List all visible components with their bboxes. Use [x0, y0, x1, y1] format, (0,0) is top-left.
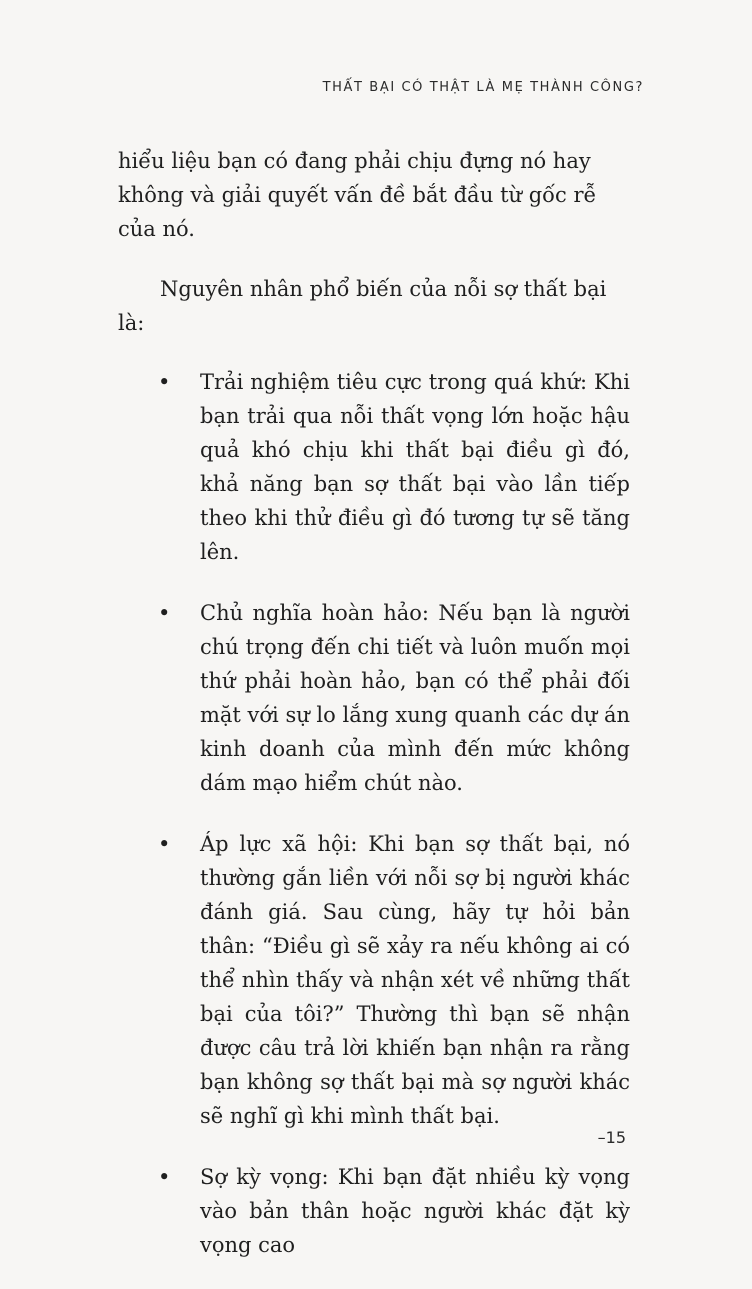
bullet-icon: • [158, 601, 171, 625]
bullet-text: Chủ nghĩa hoàn hảo: Nếu bạn là người chú trọng đến chi tiết và luôn muốn mọi thứ phải hoàn hảo, bạn có thể phải đối mặt với sự lo lắng xung quanh các dự án kinh doanh của mình đến mức không dám mạo hiểm chút nào. [200, 601, 630, 795]
list-item [118, 827, 630, 1133]
bullet-text: Áp lực xã hội: Khi bạn sợ thất bại, nó thường gắn liền với nỗi sợ bị người khác đánh giá. Sau cùng, hãy tự hỏi bản thân: “Điều gì sẽ xảy ra nếu không ai có thể nhìn thấy và nhận xét về những thất bại của tôi?” Thường thì bạn sẽ nhận được câu trả lời khiến bạn nhận ra rằng bạn không sợ thất bại mà sợ người khác sẽ nghĩ gì khi mình thất bại. [200, 832, 630, 1128]
list-item [118, 596, 630, 800]
bullet-icon: • [158, 1165, 171, 1189]
bullet-text: Sợ kỳ vọng: Khi bạn đặt nhiều kỳ vọng vào bản thân hoặc người khác đặt kỳ vọng cao [200, 1165, 630, 1257]
running-header: THẤT BẠI CÓ THẬT LÀ MẸ THÀNH CÔNG? [322, 80, 644, 95]
bullet-icon: • [158, 370, 171, 394]
bullet-list [118, 365, 630, 1262]
body-text [118, 144, 630, 1289]
continuation-paragraph: hiểu liệu bạn có đang phải chịu đựng nó hay không và giải quyết vấn đề bắt đầu từ gốc rễ của nó. [118, 149, 597, 241]
list-item [118, 365, 630, 569]
page-number: –15 [597, 1128, 626, 1147]
bullet-text: Trải nghiệm tiêu cực trong quá khứ: Khi bạn trải qua nỗi thất vọng lớn hoặc hậu quả khó chịu khi thất bại điều gì đó, khả năng bạn sợ thất bại vào lần tiếp theo khi thử điều gì đó tương tự sẽ tăng lên. [200, 370, 630, 564]
intro-paragraph: Nguyên nhân phổ biến của nỗi sợ thất bại là: [118, 277, 607, 335]
list-item [118, 1160, 630, 1262]
bullet-icon: • [158, 832, 171, 856]
